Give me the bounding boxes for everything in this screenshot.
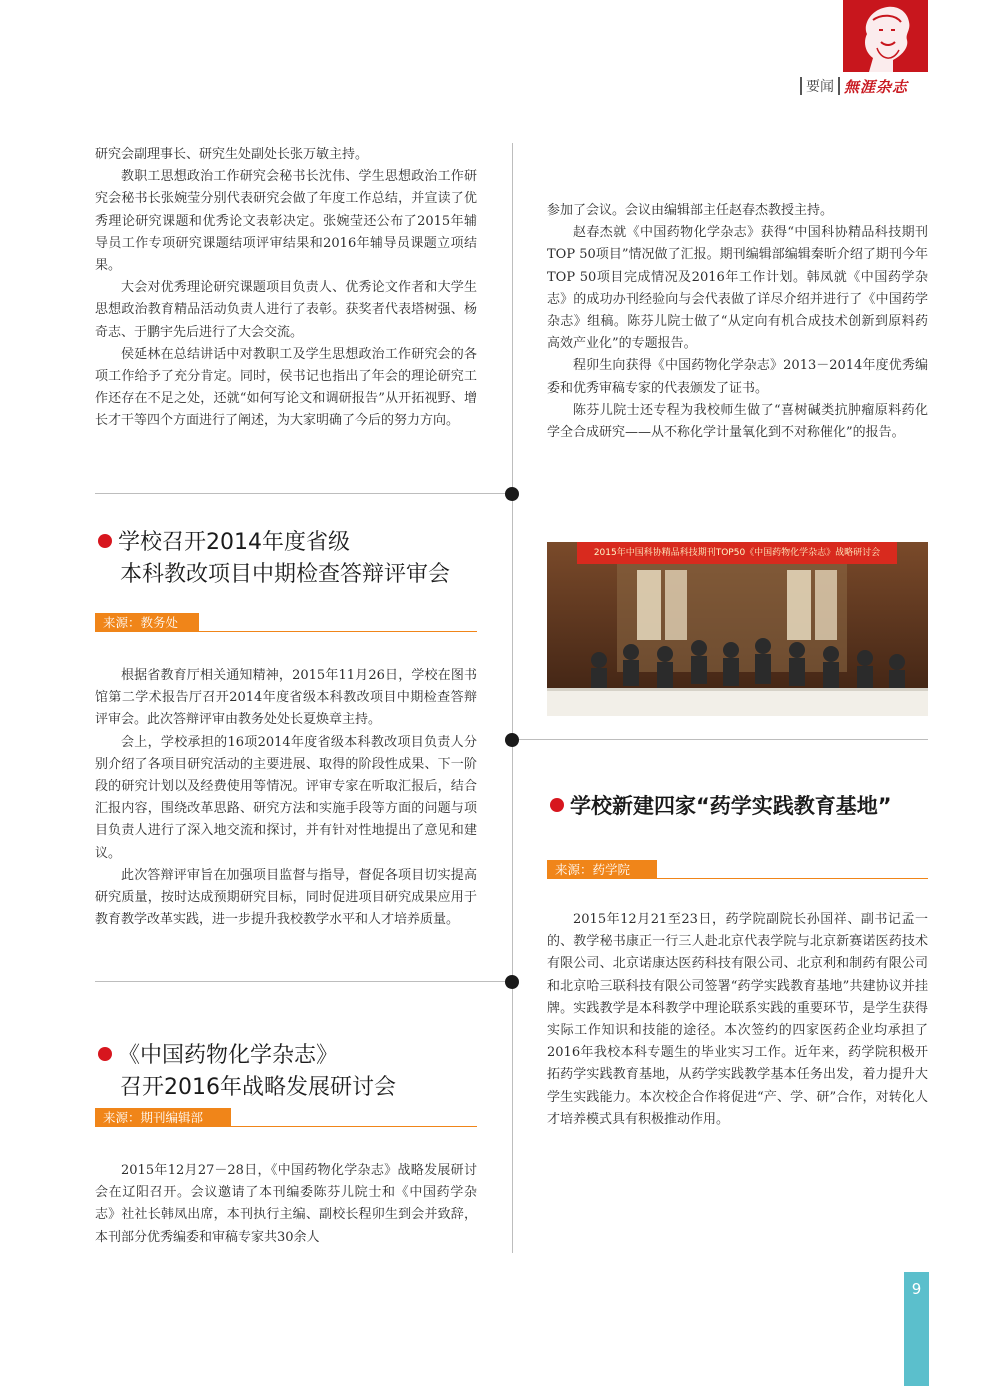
page-number: 9 [911,1280,922,1298]
header-divider [800,77,802,95]
paragraph: 此次答辩评审旨在加强项目监督与指导，督促各项目切实提高研究质量，按时达成预期研究目标，同时促进项目研究成果应用于教育教学改革实践，进一步提升我校教学水平和人才培养质量。 [95,867,477,928]
headline-line: 学校召开2014年度省级 [118,530,350,555]
headline-line: 召开2016年战略发展研讨会 [120,1075,396,1100]
paragraph: 赵春杰就《中国药物化学杂志》获得“中国科协精品科技期刊 TOP 50项目”情况做了汇报。期刊编辑部编辑秦昕介绍了期刊今年TOP 50项目完成情况及2016年工作计划。韩凤就《中国药学杂志》的成功办刊经验向与会代表做了详尽介绍并进行了《中国药学杂志》组稿。陈芬儿院士做了“从定向有机合成技术创新到原料药高效产业化”的专题报告。 [547,225,928,352]
paragraph: 大会对优秀理论研究课题项目负责人、优秀论文作者和大学生思想政治教育精品活动负责人进行了表彰。获奖者代表塔树强、杨奇志、于鹏宇先后进行了大会交流。 [95,280,477,340]
column-divider [512,143,513,1253]
paragraph: 侯延林在总结讲话中对教职工及学生思想政治工作研究会的各项工作给予了充分肯定。同时，侯书记也指出了年会的理论研究工作还存在不足之处，还就“如何写论文和调研报告”从开拓视野、增长才干等四个方面进行了阐述，为大家明确了今后的努力方向。 [95,346,477,429]
conference-photo [547,542,928,716]
source-rule [95,1126,477,1127]
page-number-bar [904,1272,929,1386]
divider-dot [505,487,519,501]
photo-banner-text: 2015年中国科协精品科技期刊TOP50《中国药物化学杂志》战略研讨会 [593,548,881,558]
paragraph: 教职工思想政治工作研究会秘书长沈伟、学生思想政治工作研究会秘书长张婉莹分别代表研究会做了年度工作总结，并宣读了优秀理论研究课题和优秀论文表彰决定。张婉莹还公布了2015年辅导员工作专项研究课题结项评审结果和2016年辅导员课题立项结果。 [95,169,477,274]
divider-dot [505,733,519,747]
source-tag: 来源：期刊编辑部 [95,1108,231,1127]
divider-dot [505,975,519,989]
paragraph: 陈芬儿院士还专程为我校师生做了“喜树碱类抗肿瘤原料药化学全合成研究——从不称化学计量氧化到不对称催化”的报告。 [547,402,928,441]
paragraph: 会上，学校承担的16项2014年度省级本科教改项目负责人分别介绍了各项目研究活动的主要进展、取得的阶段性成果、下一阶段的研究计划以及经费使用等情况。评审专家在听取汇报后，结合汇报内容，围绕改革思路、研究方法和实施手段等方面的问题与项目负责人进行了深入地交流和探讨，并有针对性地提出了意见和建议。 [95,734,477,861]
headline-line: 学校新建四家“药学实践教育基地” [570,794,892,818]
article-body [547,909,928,1131]
headline-bullet [550,798,564,812]
article-headline [98,527,498,591]
article-body [95,665,477,931]
paragraph: 2015年12月27－28日，《中国药物化学杂志》战略发展研讨会在辽阳召开。会议邀请了本刊编委陈芬儿院士和《中国药学杂志》社社长韩凤出席，本刊执行主编、副校长程卯生到会并致辞，本刊部分优秀编委和审稿专家共30余人 [95,1163,477,1245]
running-header [800,74,928,98]
headline-line: 本科教改项目中期检查答辩评审会 [120,562,451,587]
section-rule [95,493,512,494]
journal-seminar-continued-text [547,200,928,444]
paragraph: 研究会副理事长、研究生处副处长张万敏主持。 [95,147,369,162]
section-rule [512,739,928,740]
section-label: 要闻 [806,79,834,95]
headline-bullet [98,534,112,548]
article-body [95,1160,477,1249]
paragraph: 根据省教育厅相关通知精神，2015年11月26日，学校在图书馆第二学术报告厅召开2014年度省级本科教改项目中期检查答辩评审会。此次答辩评审由教务处处长夏焕章主持。 [95,668,477,728]
magazine-name: 無涯杂志 [844,77,909,96]
source-tag: 来源：药学院 [547,860,657,879]
magazine-logo [843,0,928,72]
section-rule [95,981,512,982]
headline-bullet [98,1047,112,1061]
paragraph: 参加了会议。会议由编辑部主任赵春杰教授主持。 [547,203,834,218]
source-tag: 来源：教务处 [95,613,199,632]
article-headline [98,1040,498,1104]
source-rule [95,631,477,632]
headline-line: 《中国药物化学杂志》 [118,1043,339,1068]
article-headline [550,790,930,822]
header-divider [838,77,840,95]
paragraph: 程卯生向获得《中国药物化学杂志》2013－2014年度优秀编委和优秀审稿专家的代表颁发了证书。 [547,358,928,396]
source-rule [547,878,928,879]
paragraph: 2015年12月21至23日，药学院副院长孙国祥、副书记孟一的、教学秘书康正一行三人赴北京代表学院与北京新赛诺医药技术有限公司、北京诺康达医药科技有限公司、北京利和制药有限公司和北京哈三联科技有限公司签署“药学实践教育基地”共建协议并挂牌。实践教学是本科教学中理论联系实践的重要环节，是学生获得实际工作知识和技能的途径。本次签约的四家医药企业均承担了2016年我校本科专题生的毕业实习工作。近年来，药学院积极开拓药学实践教育基地，从药学实践教学基本任务出发，着力提升大学生实践能力。本次校企合作将促进“产、学、研”合作，对转化人才培养模式具有积极推动作用。 [547,912,928,1127]
article-continued-text [95,144,477,433]
